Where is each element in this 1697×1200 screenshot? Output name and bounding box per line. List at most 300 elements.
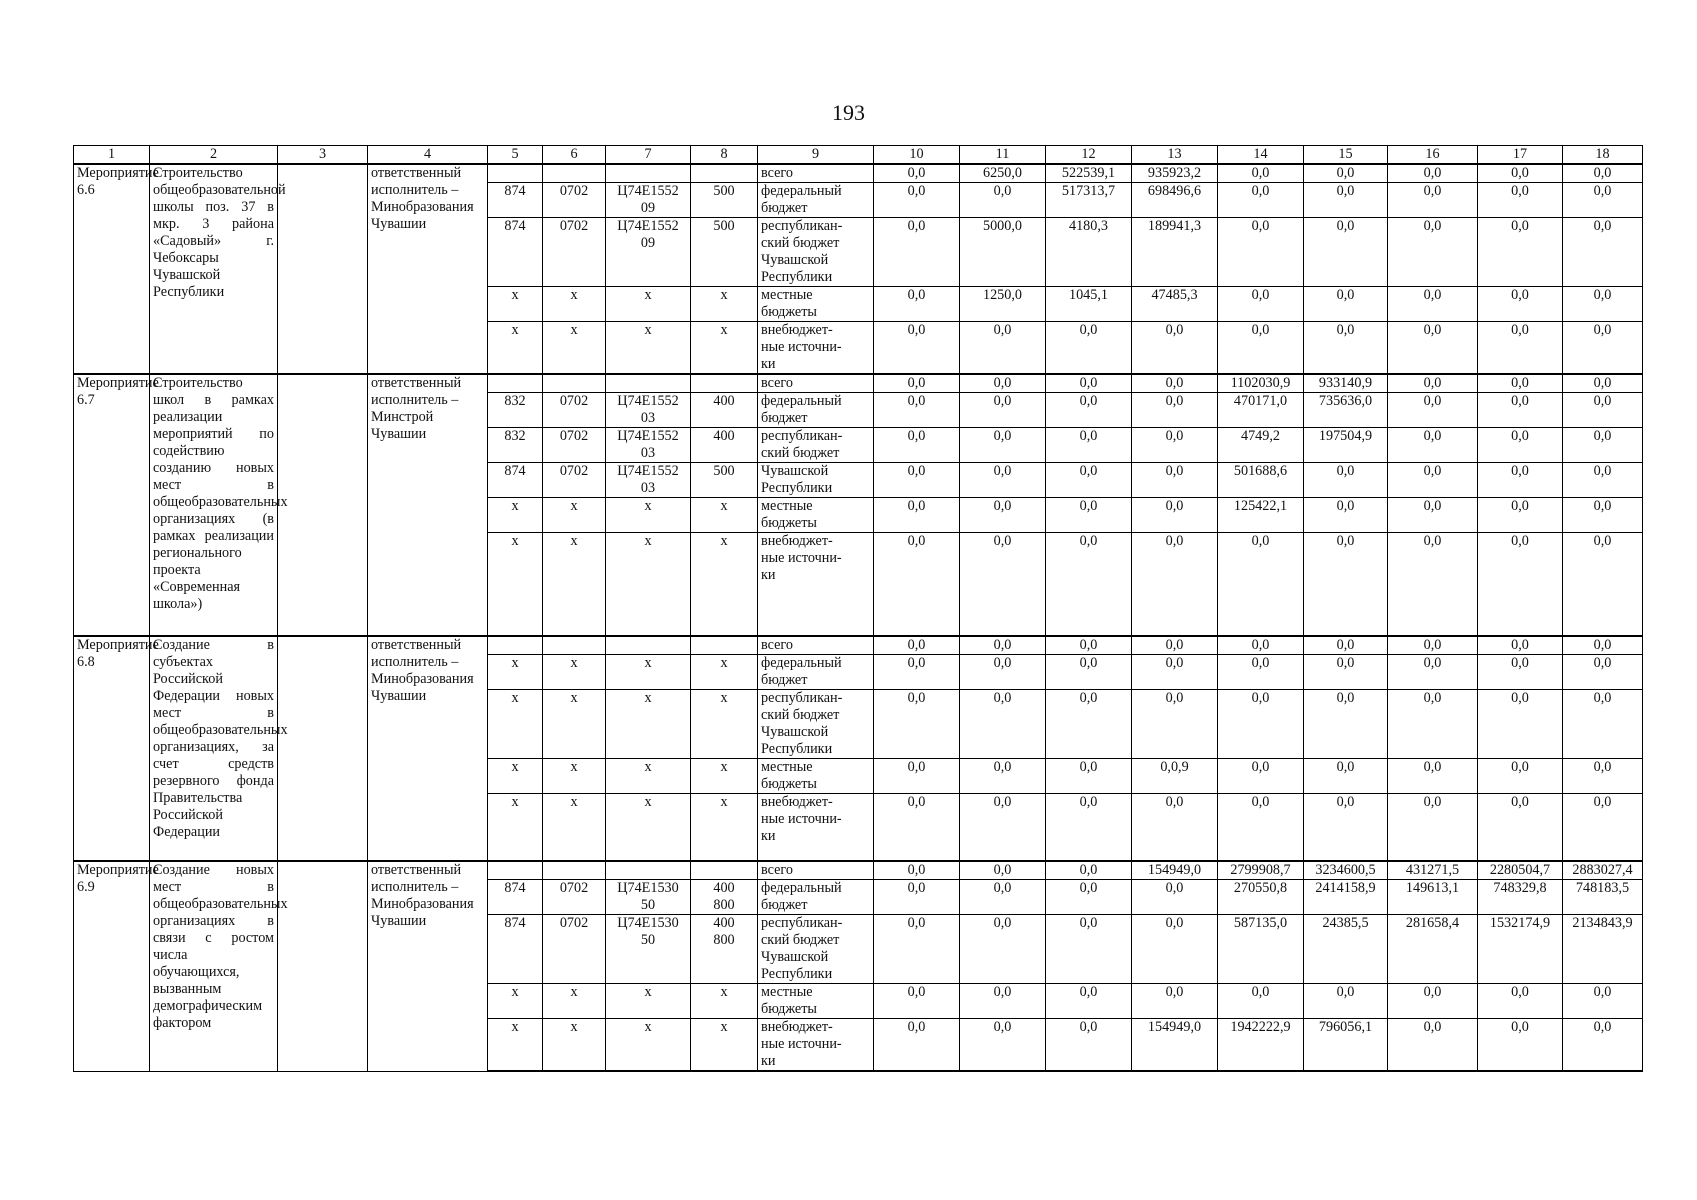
target-article-code: x: [606, 689, 691, 758]
target-article-code: x: [606, 984, 691, 1019]
amount-cell: 0,0: [960, 654, 1046, 689]
funding-source: республикан- ский бюджет Чувашской Республики: [758, 915, 874, 984]
amount-cell: 0,0: [1388, 984, 1478, 1019]
amount-cell: 0,0: [1304, 183, 1388, 218]
target-article-code: x: [606, 498, 691, 533]
amount-cell: 189941,3: [1132, 218, 1218, 287]
column-number: 4: [368, 146, 488, 165]
amount-cell: 0,0: [1218, 689, 1304, 758]
amount-cell: 0,0: [1304, 793, 1388, 861]
event-name: Строительство школ в рамках реализации мероприятий по содействию созданию новых мест в общеобразовательных организациях (в рамках реализации регионального проекта «Современная школа»): [150, 374, 278, 636]
amount-cell: 2883027,4: [1563, 861, 1643, 880]
grbs-code: x: [488, 533, 543, 636]
expense-type-code: [691, 374, 758, 393]
amount-cell: 2280504,7: [1478, 861, 1563, 880]
section-code: [543, 636, 606, 655]
event-number: Мероприятие 6.7: [74, 374, 150, 636]
amount-cell: 0,0: [1046, 428, 1132, 463]
expense-type-code: 400 800: [691, 880, 758, 915]
amount-cell: 0,0: [1132, 636, 1218, 655]
amount-cell: 0,0: [1388, 164, 1478, 183]
amount-cell: 0,0: [874, 861, 960, 880]
amount-cell: 0,0: [1388, 287, 1478, 322]
column-number: 9: [758, 146, 874, 165]
amount-cell: 0,0: [874, 322, 960, 375]
amount-cell: 0,0: [1478, 984, 1563, 1019]
amount-cell: 149613,1: [1388, 880, 1478, 915]
amount-cell: 2134843,9: [1563, 915, 1643, 984]
amount-cell: 0,0: [874, 428, 960, 463]
amount-cell: 0,0: [874, 984, 960, 1019]
amount-cell: 0,0: [1218, 793, 1304, 861]
grbs-code: 874: [488, 880, 543, 915]
amount-cell: 0,0: [1304, 654, 1388, 689]
funding-source: внебюджет- ные источни- ки: [758, 793, 874, 861]
grbs-code: x: [488, 322, 543, 375]
amount-cell: 0,0: [1132, 374, 1218, 393]
amount-cell: 431271,5: [1388, 861, 1478, 880]
amount-cell: 517313,7: [1046, 183, 1132, 218]
amount-cell: 1045,1: [1046, 287, 1132, 322]
grbs-code: x: [488, 984, 543, 1019]
amount-cell: 0,0: [1563, 984, 1643, 1019]
amount-cell: 0,0: [1218, 636, 1304, 655]
amount-cell: 0,0: [1132, 654, 1218, 689]
column-number: 2: [150, 146, 278, 165]
amount-cell: 0,0: [1388, 218, 1478, 287]
amount-cell: 0,0: [1304, 758, 1388, 793]
amount-cell: 0,0: [1304, 636, 1388, 655]
funding-source: всего: [758, 374, 874, 393]
amount-cell: 0,0: [960, 689, 1046, 758]
amount-cell: 197504,9: [1304, 428, 1388, 463]
section-code: [543, 164, 606, 183]
amount-cell: 0,0: [960, 915, 1046, 984]
amount-cell: 0,0: [1046, 758, 1132, 793]
target-article-code: [606, 374, 691, 393]
amount-cell: 0,0: [1478, 498, 1563, 533]
column-number: 18: [1563, 146, 1643, 165]
amount-cell: 0,0: [1046, 463, 1132, 498]
amount-cell: 0,0: [1304, 322, 1388, 375]
amount-cell: 0,0: [1563, 164, 1643, 183]
amount-cell: 0,0: [874, 533, 960, 636]
amount-cell: 0,0: [1388, 533, 1478, 636]
amount-cell: 0,0: [1478, 183, 1563, 218]
amount-cell: 0,0: [1478, 654, 1563, 689]
column-number: 10: [874, 146, 960, 165]
amount-cell: 0,0: [874, 636, 960, 655]
table-row: [74, 636, 1643, 655]
amount-cell: 0,0: [960, 428, 1046, 463]
section-code: x: [543, 654, 606, 689]
amount-cell: 0,0: [1132, 428, 1218, 463]
column-number: 13: [1132, 146, 1218, 165]
funding-source: внебюджет- ные источни- ки: [758, 322, 874, 375]
amount-cell: 0,0: [1218, 654, 1304, 689]
amount-cell: 0,0: [1478, 428, 1563, 463]
column-3-cell: [278, 861, 368, 1071]
amount-cell: 0,0: [1388, 374, 1478, 393]
amount-cell: 0,0: [1132, 393, 1218, 428]
expense-type-code: x: [691, 287, 758, 322]
amount-cell: 0,0: [1218, 984, 1304, 1019]
amount-cell: 0,0: [1478, 793, 1563, 861]
funding-source: внебюджет- ные источни- ки: [758, 1019, 874, 1072]
section-code: x: [543, 498, 606, 533]
amount-cell: 0,0: [1046, 984, 1132, 1019]
expense-type-code: x: [691, 793, 758, 861]
amount-cell: 0,0: [960, 374, 1046, 393]
expense-type-code: x: [691, 689, 758, 758]
responsible-executor: ответственный исполнитель – Минобразования Чувашии: [368, 636, 488, 862]
expense-type-code: 400: [691, 393, 758, 428]
responsible-executor: ответственный исполнитель – Минобразования Чувашии: [368, 861, 488, 1071]
amount-cell: 3234600,5: [1304, 861, 1388, 880]
grbs-code: 874: [488, 183, 543, 218]
amount-cell: 0,0: [874, 218, 960, 287]
amount-cell: 0,0: [1046, 498, 1132, 533]
funding-source: федеральный бюджет: [758, 183, 874, 218]
amount-cell: 0,0: [960, 393, 1046, 428]
amount-cell: 154949,0: [1132, 1019, 1218, 1072]
target-article-code: Ц74Е1552 09: [606, 218, 691, 287]
amount-cell: 0,0: [1304, 984, 1388, 1019]
amount-cell: 0,0: [1478, 374, 1563, 393]
amount-cell: 748329,8: [1478, 880, 1563, 915]
amount-cell: 0,0: [1046, 533, 1132, 636]
amount-cell: 0,0: [1563, 689, 1643, 758]
amount-cell: 0,0: [1132, 498, 1218, 533]
grbs-code: [488, 164, 543, 183]
amount-cell: 0,0: [1563, 428, 1643, 463]
funding-source: местные бюджеты: [758, 287, 874, 322]
amount-cell: 0,0: [1388, 689, 1478, 758]
funding-source: местные бюджеты: [758, 758, 874, 793]
grbs-code: x: [488, 793, 543, 861]
amount-cell: 0,0: [874, 498, 960, 533]
amount-cell: 270550,8: [1218, 880, 1304, 915]
amount-cell: 0,0: [960, 880, 1046, 915]
amount-cell: 0,0: [1132, 533, 1218, 636]
expense-type-code: x: [691, 1019, 758, 1072]
event-name: Строительство общеобразовательной школы поз. 37 в мкр. 3 района «Садовый» г. Чебоксары Чувашской Республики: [150, 164, 278, 374]
section-code: 0702: [543, 880, 606, 915]
section-code: x: [543, 1019, 606, 1072]
amount-cell: 0,0,9: [1132, 758, 1218, 793]
target-article-code: [606, 636, 691, 655]
table-row: [74, 374, 1643, 393]
amount-cell: 0,0: [1046, 880, 1132, 915]
column-number: 14: [1218, 146, 1304, 165]
amount-cell: 0,0: [1132, 880, 1218, 915]
funding-source: федеральный бюджет: [758, 393, 874, 428]
expense-type-code: 400: [691, 428, 758, 463]
amount-cell: 0,0: [1478, 218, 1563, 287]
target-article-code: x: [606, 533, 691, 636]
grbs-code: x: [488, 654, 543, 689]
budget-table: [73, 145, 1643, 1072]
amount-cell: 0,0: [1218, 218, 1304, 287]
amount-cell: 0,0: [1563, 654, 1643, 689]
amount-cell: 0,0: [1132, 793, 1218, 861]
expense-type-code: x: [691, 984, 758, 1019]
column-number: 15: [1304, 146, 1388, 165]
event-number: Мероприятие 6.8: [74, 636, 150, 862]
amount-cell: 735636,0: [1304, 393, 1388, 428]
grbs-code: 874: [488, 218, 543, 287]
expense-type-code: 500: [691, 218, 758, 287]
amount-cell: 0,0: [1563, 533, 1643, 636]
amount-cell: 0,0: [1388, 1019, 1478, 1072]
amount-cell: 125422,1: [1218, 498, 1304, 533]
amount-cell: 4180,3: [1046, 218, 1132, 287]
section-code: 0702: [543, 463, 606, 498]
amount-cell: 0,0: [1563, 463, 1643, 498]
amount-cell: 0,0: [1218, 758, 1304, 793]
funding-source: всего: [758, 861, 874, 880]
amount-cell: 935923,2: [1132, 164, 1218, 183]
amount-cell: 0,0: [1218, 533, 1304, 636]
section-code: 0702: [543, 393, 606, 428]
funding-source: местные бюджеты: [758, 984, 874, 1019]
amount-cell: 0,0: [1218, 322, 1304, 375]
table-row: [74, 164, 1643, 183]
column-number: 16: [1388, 146, 1478, 165]
amount-cell: 0,0: [1046, 793, 1132, 861]
target-article-code: x: [606, 287, 691, 322]
grbs-code: 874: [488, 915, 543, 984]
amount-cell: 6250,0: [960, 164, 1046, 183]
event-name: Создание в субъектах Российской Федерации новых мест в общеобразовательных организациях, за счет средств резервного фонда Правительства Российской Федерации: [150, 636, 278, 862]
amount-cell: 0,0: [960, 1019, 1046, 1072]
amount-cell: 0,0: [1132, 322, 1218, 375]
amount-cell: 0,0: [1478, 287, 1563, 322]
section-code: x: [543, 533, 606, 636]
expense-type-code: 400 800: [691, 915, 758, 984]
target-article-code: Ц74Е1552 03: [606, 428, 691, 463]
column-3-cell: [278, 636, 368, 862]
amount-cell: 0,0: [874, 758, 960, 793]
amount-cell: 0,0: [1304, 498, 1388, 533]
amount-cell: 0,0: [1304, 287, 1388, 322]
target-article-code: Ц74Е1552 09: [606, 183, 691, 218]
target-article-code: x: [606, 654, 691, 689]
amount-cell: 0,0: [1046, 322, 1132, 375]
target-article-code: x: [606, 758, 691, 793]
amount-cell: 0,0: [1132, 689, 1218, 758]
expense-type-code: x: [691, 654, 758, 689]
amount-cell: 0,0: [874, 463, 960, 498]
amount-cell: 0,0: [1046, 861, 1132, 880]
target-article-code: x: [606, 1019, 691, 1072]
amount-cell: 0,0: [960, 636, 1046, 655]
amount-cell: 0,0: [1132, 984, 1218, 1019]
event-name: Создание новых мест в общеобразовательных организациях в связи с ростом числа обучающихся, вызванным демографическим фактором: [150, 861, 278, 1071]
amount-cell: 501688,6: [1218, 463, 1304, 498]
funding-source: местные бюджеты: [758, 498, 874, 533]
amount-cell: 0,0: [1563, 1019, 1643, 1072]
column-number: 17: [1478, 146, 1563, 165]
funding-source: республикан- ский бюджет Чувашской Республики: [758, 218, 874, 287]
column-number: 8: [691, 146, 758, 165]
amount-cell: 0,0: [1478, 758, 1563, 793]
amount-cell: 1102030,9: [1218, 374, 1304, 393]
amount-cell: 0,0: [1388, 183, 1478, 218]
amount-cell: 0,0: [1388, 428, 1478, 463]
amount-cell: 0,0: [1388, 793, 1478, 861]
grbs-code: x: [488, 758, 543, 793]
section-code: x: [543, 322, 606, 375]
amount-cell: 0,0: [1218, 287, 1304, 322]
section-code: x: [543, 689, 606, 758]
funding-source: республикан- ский бюджет: [758, 428, 874, 463]
expense-type-code: [691, 861, 758, 880]
amount-cell: 0,0: [1478, 636, 1563, 655]
amount-cell: 0,0: [960, 463, 1046, 498]
responsible-executor: ответственный исполнитель – Минобразования Чувашии: [368, 164, 488, 374]
section-code: 0702: [543, 218, 606, 287]
amount-cell: 1250,0: [960, 287, 1046, 322]
amount-cell: 698496,6: [1132, 183, 1218, 218]
amount-cell: 0,0: [1304, 533, 1388, 636]
expense-type-code: 500: [691, 183, 758, 218]
section-code: x: [543, 287, 606, 322]
amount-cell: 0,0: [960, 322, 1046, 375]
page-number: 193: [832, 100, 865, 125]
column-number: 11: [960, 146, 1046, 165]
section-code: 0702: [543, 428, 606, 463]
section-code: x: [543, 793, 606, 861]
expense-type-code: x: [691, 498, 758, 533]
target-article-code: [606, 164, 691, 183]
grbs-code: 832: [488, 393, 543, 428]
column-number: 3: [278, 146, 368, 165]
amount-cell: 0,0: [1563, 287, 1643, 322]
amount-cell: 0,0: [874, 915, 960, 984]
amount-cell: 2414158,9: [1304, 880, 1388, 915]
amount-cell: 0,0: [1563, 218, 1643, 287]
amount-cell: 0,0: [1563, 498, 1643, 533]
amount-cell: 0,0: [874, 1019, 960, 1072]
funding-source: федеральный бюджет: [758, 880, 874, 915]
amount-cell: 0,0: [1304, 463, 1388, 498]
expense-type-code: [691, 164, 758, 183]
column-number-row: [74, 146, 1643, 165]
responsible-executor: ответственный исполнитель – Минстрой Чувашии: [368, 374, 488, 636]
amount-cell: 0,0: [1478, 1019, 1563, 1072]
event-number: Мероприятие 6.6: [74, 164, 150, 374]
amount-cell: 0,0: [874, 374, 960, 393]
amount-cell: 0,0: [874, 654, 960, 689]
amount-cell: 0,0: [1388, 636, 1478, 655]
column-3-cell: [278, 164, 368, 374]
amount-cell: 0,0: [1046, 393, 1132, 428]
amount-cell: 0,0: [1388, 758, 1478, 793]
amount-cell: 0,0: [1563, 793, 1643, 861]
amount-cell: 0,0: [1388, 393, 1478, 428]
amount-cell: 0,0: [1304, 164, 1388, 183]
target-article-code: Ц74Е1530 50: [606, 915, 691, 984]
expense-type-code: 500: [691, 463, 758, 498]
funding-source: всего: [758, 164, 874, 183]
amount-cell: 24385,5: [1304, 915, 1388, 984]
amount-cell: 0,0: [1304, 689, 1388, 758]
grbs-code: x: [488, 498, 543, 533]
amount-cell: 0,0: [1046, 1019, 1132, 1072]
section-code: x: [543, 984, 606, 1019]
grbs-code: 874: [488, 463, 543, 498]
amount-cell: 0,0: [874, 164, 960, 183]
amount-cell: 47485,3: [1132, 287, 1218, 322]
funding-source: республикан- ский бюджет Чувашской Республики: [758, 689, 874, 758]
amount-cell: 281658,4: [1388, 915, 1478, 984]
amount-cell: 0,0: [1563, 374, 1643, 393]
amount-cell: 0,0: [874, 287, 960, 322]
column-number: 1: [74, 146, 150, 165]
target-article-code: x: [606, 322, 691, 375]
section-code: [543, 861, 606, 880]
grbs-code: x: [488, 287, 543, 322]
target-article-code: x: [606, 793, 691, 861]
target-article-code: Ц74Е1552 03: [606, 463, 691, 498]
amount-cell: 0,0: [1563, 758, 1643, 793]
amount-cell: 0,0: [1388, 498, 1478, 533]
amount-cell: 933140,9: [1304, 374, 1388, 393]
amount-cell: 0,0: [1218, 183, 1304, 218]
amount-cell: 0,0: [1478, 393, 1563, 428]
grbs-code: [488, 374, 543, 393]
event-number: Мероприятие 6.9: [74, 861, 150, 1071]
amount-cell: 0,0: [874, 880, 960, 915]
column-3-cell: [278, 374, 368, 636]
funding-source: федеральный бюджет: [758, 654, 874, 689]
column-number: 6: [543, 146, 606, 165]
amount-cell: 0,0: [960, 793, 1046, 861]
amount-cell: 1942222,9: [1218, 1019, 1304, 1072]
amount-cell: 0,0: [1218, 164, 1304, 183]
amount-cell: 0,0: [1388, 654, 1478, 689]
amount-cell: 0,0: [1046, 915, 1132, 984]
amount-cell: 0,0: [1478, 533, 1563, 636]
amount-cell: 0,0: [874, 689, 960, 758]
amount-cell: 1532174,9: [1478, 915, 1563, 984]
funding-source: всего: [758, 636, 874, 655]
amount-cell: 0,0: [1046, 636, 1132, 655]
amount-cell: 0,0: [1563, 393, 1643, 428]
section-code: x: [543, 758, 606, 793]
amount-cell: 0,0: [960, 758, 1046, 793]
amount-cell: 0,0: [874, 183, 960, 218]
funding-source: внебюджет- ные источни- ки: [758, 533, 874, 636]
amount-cell: 0,0: [1388, 463, 1478, 498]
amount-cell: 470171,0: [1218, 393, 1304, 428]
amount-cell: 748183,5: [1563, 880, 1643, 915]
amount-cell: 0,0: [1563, 322, 1643, 375]
amount-cell: 0,0: [1478, 463, 1563, 498]
grbs-code: x: [488, 1019, 543, 1072]
amount-cell: 0,0: [960, 984, 1046, 1019]
amount-cell: 2799908,7: [1218, 861, 1304, 880]
target-article-code: [606, 861, 691, 880]
section-code: [543, 374, 606, 393]
amount-cell: 0,0: [960, 183, 1046, 218]
expense-type-code: x: [691, 533, 758, 636]
amount-cell: 5000,0: [960, 218, 1046, 287]
grbs-code: [488, 636, 543, 655]
amount-cell: 0,0: [1132, 915, 1218, 984]
amount-cell: 0,0: [1478, 689, 1563, 758]
